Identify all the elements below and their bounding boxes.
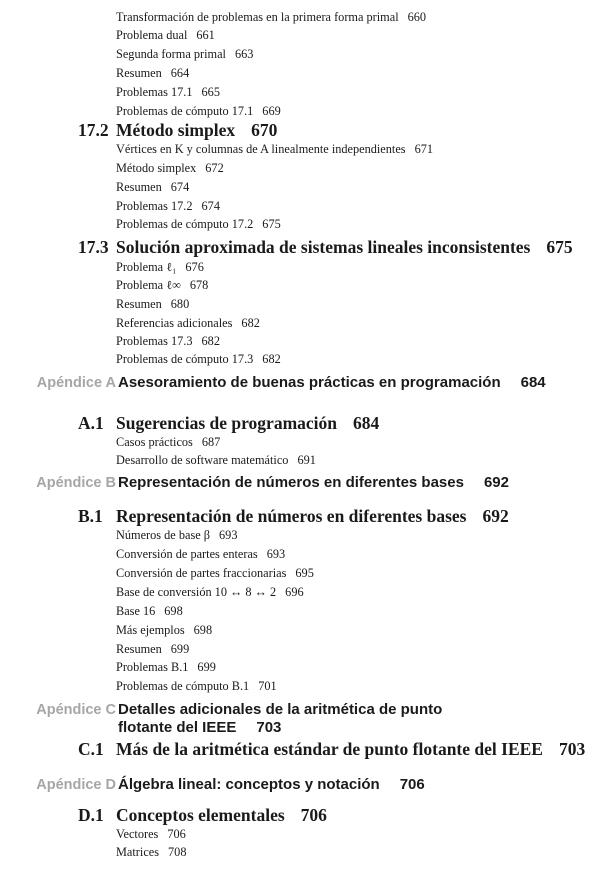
entry-title: Matrices bbox=[116, 845, 160, 859]
toc-section[interactable] bbox=[78, 122, 277, 140]
page-number: 670 bbox=[251, 120, 278, 140]
entry-title: Desarrollo de software matemático bbox=[116, 453, 289, 467]
toc-appendix[interactable] bbox=[6, 778, 425, 794]
page-number: 684 bbox=[353, 413, 380, 433]
entry-title: Problemas B.1 bbox=[116, 660, 189, 674]
page-number: 699 bbox=[170, 642, 190, 656]
entry-title: Vértices en K y columnas de A linealmente independientes bbox=[116, 142, 406, 156]
toc-entry[interactable] bbox=[116, 200, 220, 212]
page-number: 682 bbox=[262, 352, 281, 366]
toc-entry[interactable] bbox=[116, 353, 281, 365]
toc-entry[interactable] bbox=[116, 436, 220, 448]
toc-section[interactable] bbox=[78, 741, 585, 759]
page-number: 693 bbox=[219, 528, 238, 542]
page-number: 706 bbox=[399, 776, 425, 793]
page-number: 698 bbox=[193, 623, 213, 637]
page-number: 675 bbox=[262, 217, 281, 231]
toc-entry[interactable] bbox=[116, 335, 220, 347]
entry-title: Problema ℓ∞ bbox=[116, 278, 181, 292]
toc-entry[interactable] bbox=[116, 218, 281, 230]
page-number: 682 bbox=[241, 316, 260, 330]
toc-entry[interactable] bbox=[116, 86, 220, 98]
toc-entry[interactable] bbox=[116, 143, 433, 155]
section-title: Sugerencias de programación bbox=[116, 413, 338, 433]
page-number: 660 bbox=[407, 10, 427, 24]
page-number: 701 bbox=[258, 679, 277, 693]
toc-entry[interactable] bbox=[116, 454, 316, 466]
page-number: 674 bbox=[170, 180, 190, 194]
toc-entry[interactable] bbox=[116, 586, 304, 598]
section-number: C.1 bbox=[78, 739, 104, 759]
entry-title: Problemas de cómputo 17.1 bbox=[116, 104, 254, 118]
page-number: 706 bbox=[167, 827, 186, 841]
entry-title: Números de base β bbox=[116, 528, 211, 542]
toc-entry[interactable] bbox=[116, 605, 183, 617]
entry-title: Problema ℓ₁ bbox=[116, 260, 177, 274]
page-number: 676 bbox=[185, 260, 204, 274]
appendix-label: Apéndice C bbox=[36, 702, 116, 718]
toc-entry[interactable] bbox=[116, 261, 204, 273]
appendix-title-line: Asesoramiento de buenas prácticas en programación bbox=[118, 374, 501, 391]
entry-title: Problemas de cómputo 17.3 bbox=[116, 352, 254, 366]
toc-section[interactable] bbox=[78, 415, 379, 433]
entry-title: Problemas de cómputo B.1 bbox=[116, 679, 250, 693]
toc-entry[interactable] bbox=[116, 11, 426, 23]
entry-title: Conversión de partes fraccionarias bbox=[116, 566, 287, 580]
entry-title: Método simplex bbox=[116, 161, 197, 175]
section-number: A.1 bbox=[78, 413, 104, 433]
page-number: 693 bbox=[266, 547, 286, 561]
page-number: 665 bbox=[201, 85, 220, 99]
toc-entry[interactable] bbox=[116, 279, 208, 291]
appendix-title-line: Detalles adicionales de la aritmética de punto bbox=[118, 701, 443, 718]
page-number: 692 bbox=[483, 474, 509, 491]
entry-title: Transformación de problemas en la primera forma primal bbox=[116, 10, 399, 24]
section-number: 17.3 bbox=[78, 237, 109, 257]
appendix-title bbox=[118, 374, 546, 392]
page-number: 663 bbox=[234, 47, 254, 61]
toc-entry[interactable] bbox=[116, 828, 186, 840]
toc-section[interactable] bbox=[78, 807, 327, 825]
appendix-title bbox=[118, 701, 442, 737]
section-number: D.1 bbox=[78, 805, 104, 825]
entry-title: Resumen bbox=[116, 297, 162, 311]
page-number: 678 bbox=[189, 278, 209, 292]
toc-entry[interactable] bbox=[116, 29, 215, 41]
entry-title: Problemas 17.1 bbox=[116, 85, 193, 99]
page-number: 672 bbox=[205, 161, 224, 175]
page-number: 674 bbox=[201, 199, 220, 213]
appendix-label: Apéndice B bbox=[36, 475, 116, 491]
entry-title: Más ejemplos bbox=[116, 623, 185, 637]
page-number: 703 bbox=[558, 739, 586, 759]
appendix-label: Apéndice D bbox=[36, 777, 116, 793]
toc-entry[interactable] bbox=[116, 48, 253, 60]
appendix-title-line: flotante del IEEE bbox=[118, 719, 237, 736]
page-number: 703 bbox=[256, 719, 282, 736]
toc-entry[interactable] bbox=[116, 548, 285, 560]
toc-entry[interactable] bbox=[116, 67, 189, 79]
entry-title: Problemas de cómputo 17.2 bbox=[116, 217, 254, 231]
page-number: 661 bbox=[196, 28, 215, 42]
page-number: 696 bbox=[285, 585, 304, 599]
toc-entry[interactable] bbox=[116, 661, 216, 673]
section-title: Más de la aritmética estándar de punto flotante del IEEE bbox=[116, 739, 543, 759]
section-title: Solución aproximada de sistemas lineales inconsistentes bbox=[116, 237, 531, 257]
appendix-label: Apéndice A bbox=[36, 375, 116, 391]
entry-title: Problemas 17.3 bbox=[116, 334, 193, 348]
appendix-title bbox=[118, 776, 425, 794]
page-number: 680 bbox=[170, 297, 190, 311]
page-number: 708 bbox=[168, 845, 187, 859]
page-number: 669 bbox=[262, 104, 281, 118]
section-number: 17.2 bbox=[78, 120, 109, 140]
entry-title: Conversión de partes enteras bbox=[116, 547, 258, 561]
section-number: B.1 bbox=[78, 506, 103, 526]
page-number: 687 bbox=[201, 435, 221, 449]
entry-title: Segunda forma primal bbox=[116, 47, 226, 61]
toc-section[interactable] bbox=[78, 239, 573, 257]
toc-section[interactable] bbox=[78, 508, 509, 526]
appendix-title bbox=[118, 474, 509, 492]
entry-title: Referencias adicionales bbox=[116, 316, 233, 330]
page-number: 671 bbox=[414, 142, 434, 156]
toc-entry[interactable] bbox=[116, 317, 260, 329]
page-number: 684 bbox=[520, 374, 546, 391]
entry-title: Casos prácticos bbox=[116, 435, 193, 449]
section-title: Método simplex bbox=[116, 120, 236, 140]
section-title: Representación de números en diferentes bases bbox=[116, 506, 467, 526]
toc-entry[interactable] bbox=[116, 567, 314, 579]
page-number: 699 bbox=[197, 660, 216, 674]
toc-appendix[interactable] bbox=[6, 476, 509, 492]
appendix-title-line: Representación de números en diferentes bases bbox=[118, 474, 464, 491]
entry-title: Resumen bbox=[116, 66, 162, 80]
toc-entry[interactable] bbox=[116, 162, 224, 174]
page-number: 695 bbox=[295, 566, 314, 580]
toc-entry[interactable] bbox=[116, 181, 189, 193]
page-number: 664 bbox=[170, 66, 190, 80]
toc-appendix[interactable] bbox=[6, 376, 546, 392]
entry-title: Base 16 bbox=[116, 604, 156, 618]
toc-appendix[interactable] bbox=[6, 703, 442, 737]
toc-entry[interactable] bbox=[116, 846, 186, 858]
section-title: Conceptos elementales bbox=[116, 805, 285, 825]
toc-entry[interactable] bbox=[116, 680, 277, 692]
page-number: 675 bbox=[546, 237, 573, 257]
entry-title: Problemas 17.2 bbox=[116, 199, 193, 213]
page-number: 692 bbox=[482, 506, 509, 526]
entry-title: Resumen bbox=[116, 642, 162, 656]
entry-title: Resumen bbox=[116, 180, 162, 194]
page-number: 682 bbox=[201, 334, 220, 348]
toc-entry[interactable] bbox=[116, 643, 189, 655]
appendix-title-line: Álgebra lineal: conceptos y notación bbox=[118, 776, 380, 793]
entry-title: Problema dual bbox=[116, 28, 188, 42]
toc-entry[interactable] bbox=[116, 624, 212, 636]
toc-entry[interactable] bbox=[116, 105, 281, 117]
page-number: 706 bbox=[300, 805, 327, 825]
page-number: 698 bbox=[164, 604, 183, 618]
entry-title: Vectores bbox=[116, 827, 159, 841]
toc-entry[interactable] bbox=[116, 529, 237, 541]
entry-title: Base de conversión 10 ↔ 8 ↔ 2 bbox=[116, 585, 277, 599]
toc-entry[interactable] bbox=[116, 298, 189, 310]
page-number: 691 bbox=[297, 453, 316, 467]
